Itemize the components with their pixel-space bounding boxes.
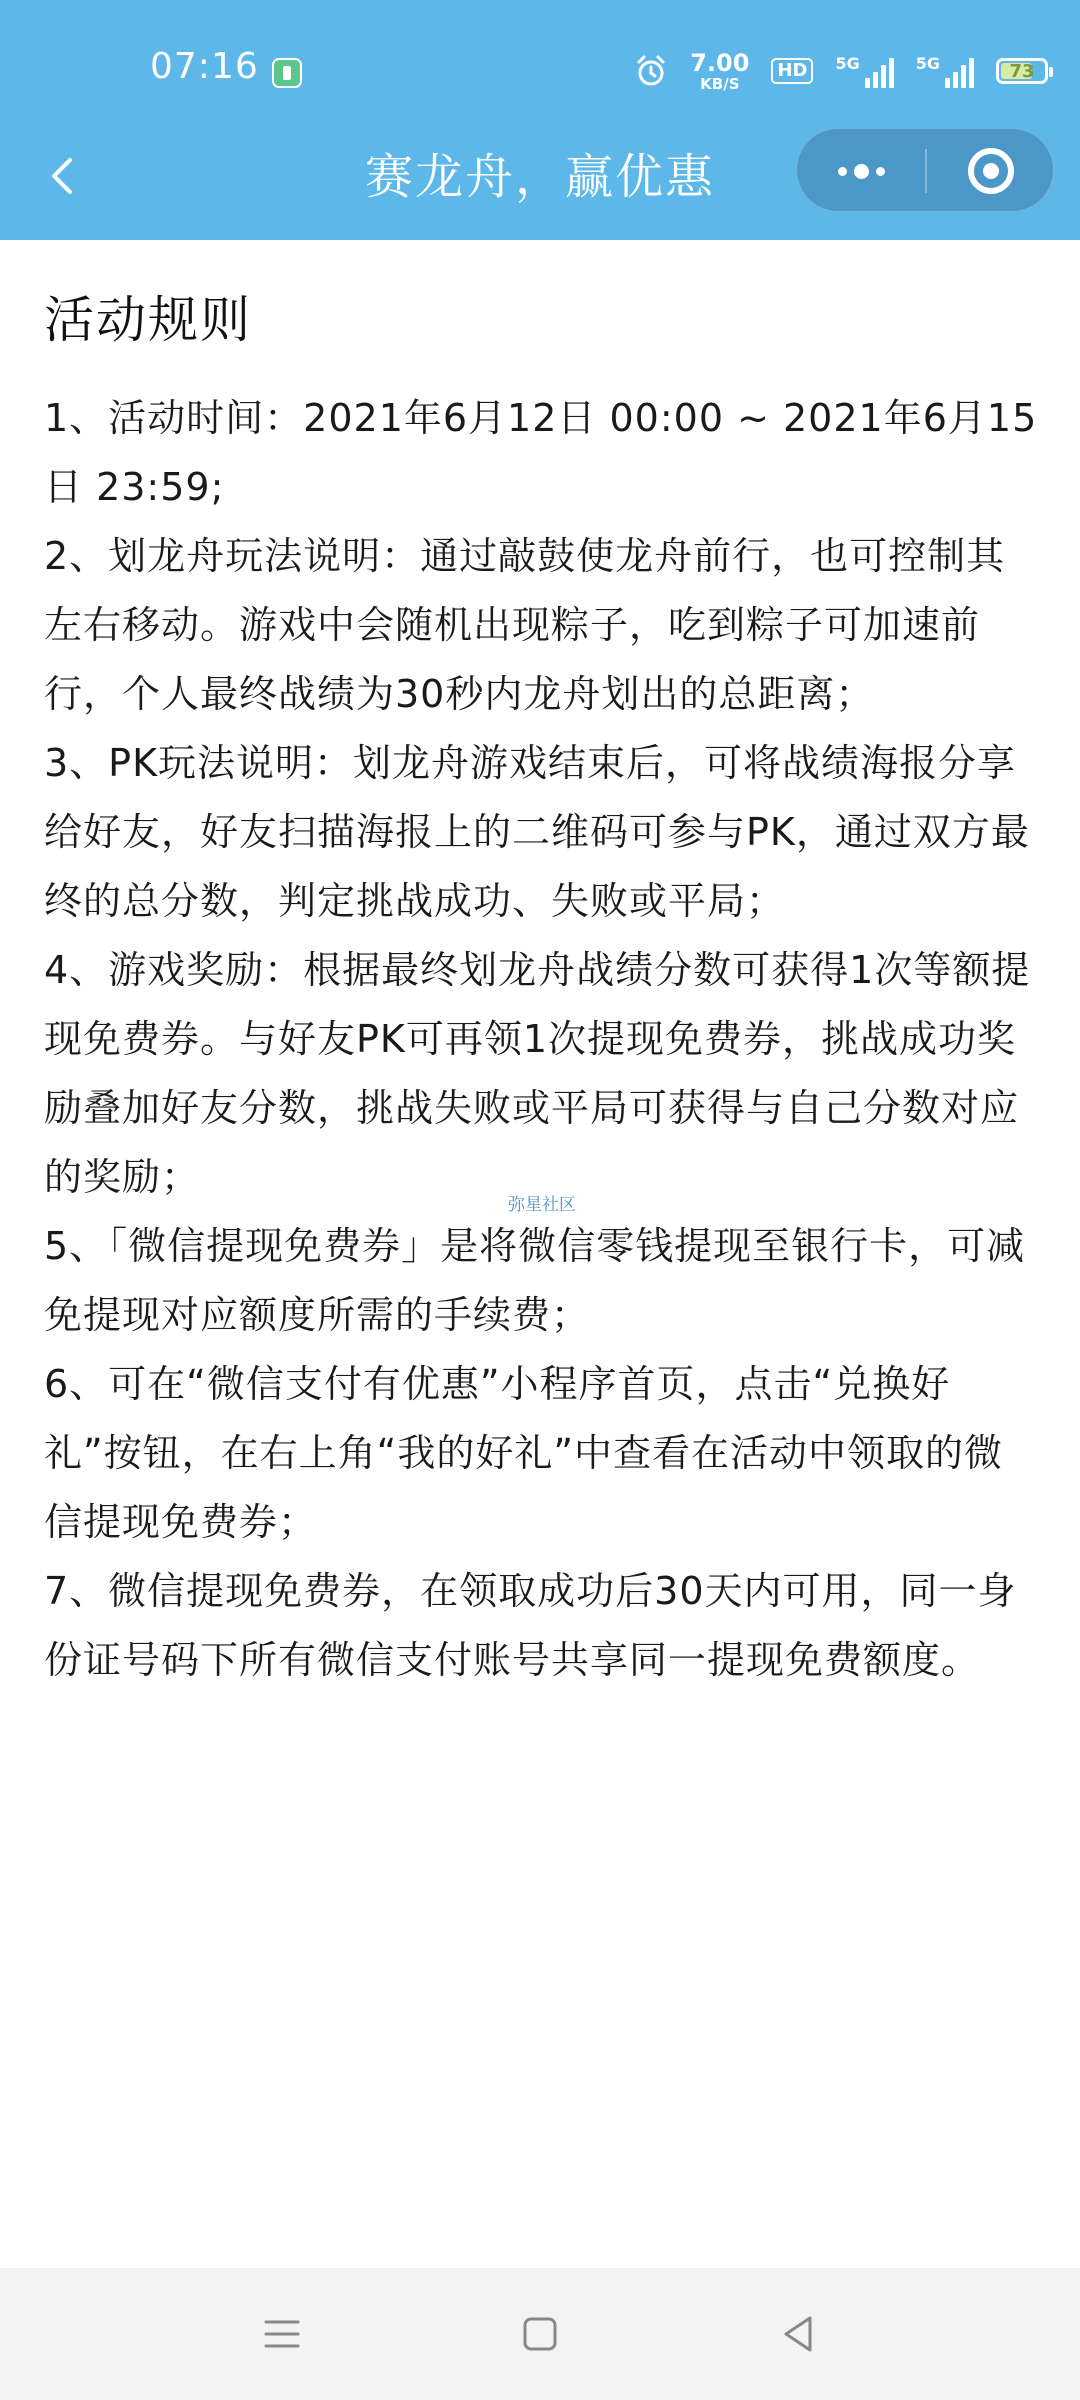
watermark: 弥星社区: [508, 1195, 576, 1215]
recent-apps-button[interactable]: [258, 2310, 306, 2358]
rule-item: 6、可在“微信支付有优惠”小程序首页，点击“兑换好礼”按钮，在右上角“我的好礼”中查看在活动中领取的微信提现免费券；: [44, 1362, 1004, 1544]
home-square-icon: [516, 2310, 564, 2358]
close-miniprogram-button[interactable]: [927, 129, 1055, 213]
battery-icon: [996, 58, 1048, 84]
rules-content: [44, 280, 1038, 1695]
home-button[interactable]: [516, 2310, 564, 2358]
status-bar: [0, 0, 1080, 120]
sim-card-icon: [272, 58, 302, 88]
signal-strength-icon: [916, 54, 974, 88]
rule-item: 4、游戏奖励：根据最终划龙舟战绩分数可获得1次等额提现免费券。与好友PK可再领1次提现免费券，挑战成功奖励叠加好友分数，挑战失败或平局可获得与自己分数对应的奖励；: [44, 948, 1031, 1199]
header: [0, 0, 1080, 240]
rule-item: 5、「微信提现免费券」是将微信零钱提现至银行卡，可减免提现对应额度所需的手续费；: [44, 1224, 1026, 1337]
menu-icon: [258, 2310, 306, 2358]
more-button[interactable]: [797, 129, 925, 213]
rule-item: 2、划龙舟玩法说明：通过敲鼓使龙舟前行，也可控制其左右移动。游戏中会随机出现粽子，吃到粽子可加速前行，个人最终战绩为30秒内龙舟划出的总距离；: [44, 534, 1006, 716]
signal-strength-icon: [835, 54, 893, 88]
rule-item: 7、微信提现免费券，在领取成功后30天内可用，同一身份证号码下所有微信支付账号共享同一提现免费额度。: [44, 1569, 1017, 1682]
rule-item: 1、活动时间：2021年6月12日 00:00 ~ 2021年6月15日 23:59;: [44, 396, 1038, 509]
signal-type-label: 5G: [915, 54, 940, 73]
miniprogram-capsule: [796, 128, 1054, 212]
network-speed-unit: KB/S: [700, 74, 740, 93]
network-speed-value: 7.00: [690, 48, 750, 77]
signal-type-label: 5G: [835, 54, 860, 73]
system-back-button[interactable]: [774, 2310, 822, 2358]
rules-list: [44, 384, 1038, 1695]
battery-level: 73: [1009, 60, 1035, 82]
more-dots-icon: [838, 167, 847, 176]
rules-heading: 活动规则: [44, 291, 252, 349]
nav-bar: [0, 128, 1080, 220]
back-triangle-icon: [774, 2310, 822, 2358]
status-icons: [634, 48, 1048, 94]
rule-item: 3、PK玩法说明：划龙舟游戏结束后，可将战绩海报分享给好友，好友扫描海报上的二维码可参与PK，通过双方最终的总分数，判定挑战成功、失败或平局；: [44, 741, 1030, 923]
status-time: 07:16: [150, 46, 259, 87]
hd-voice-badge: HD: [771, 58, 813, 84]
network-speed: [690, 48, 750, 93]
miniprogram-close-icon: [968, 148, 1014, 194]
system-navigation-bar: [0, 2268, 1080, 2400]
page-title: 赛龙舟，赢优惠: [364, 149, 715, 205]
alarm-icon: [634, 54, 668, 88]
